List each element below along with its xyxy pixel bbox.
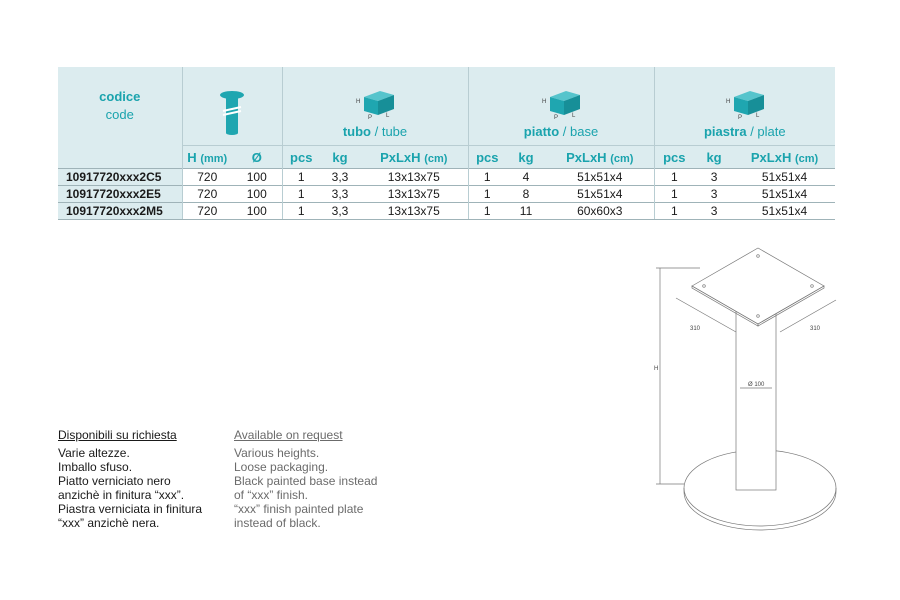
notes-english bbox=[234, 428, 404, 530]
code-header-blank bbox=[58, 146, 182, 169]
header-row-sub bbox=[58, 146, 835, 169]
cell-base-kg: 4 bbox=[506, 169, 546, 186]
col-header-diameter: Ø bbox=[232, 146, 282, 169]
code-header bbox=[58, 67, 182, 146]
base-group-title: piatto / base bbox=[523, 124, 599, 139]
header-row-top bbox=[58, 67, 835, 146]
cell-diameter: 100 bbox=[232, 203, 282, 220]
col-header-plate-kg: kg bbox=[694, 146, 734, 169]
table-base-drawing bbox=[640, 240, 840, 540]
dim-label-left: 310 bbox=[690, 326, 701, 332]
box-label-l: L bbox=[572, 113, 576, 119]
cell-tube-pcs: 1 bbox=[282, 186, 320, 203]
table-row bbox=[58, 169, 835, 186]
col-header-base-dims bbox=[546, 146, 654, 169]
cell-tube-dims: 13x13x75 bbox=[360, 203, 468, 220]
col-header-h bbox=[182, 146, 232, 169]
col-header-tube-kg: kg bbox=[320, 146, 360, 169]
box-icon bbox=[720, 85, 770, 121]
cell-tube-kg: 3,3 bbox=[320, 203, 360, 220]
col-h-unit: (mm) bbox=[200, 152, 228, 165]
cell-base-pcs: 1 bbox=[468, 203, 506, 220]
tube-group-title: tubo / tube bbox=[342, 124, 408, 139]
cell-base-kg: 11 bbox=[506, 203, 546, 220]
dim-label-diameter: Ø 100 bbox=[748, 382, 765, 388]
column-tube bbox=[736, 310, 776, 490]
notes-it-title: Disponibili su richiesta bbox=[58, 428, 177, 442]
notes-italian bbox=[58, 428, 238, 530]
plate-group-title: piastra / plate bbox=[703, 124, 786, 139]
col-header-base-pcs: pcs bbox=[468, 146, 506, 169]
tube-title-en: tube bbox=[381, 124, 408, 139]
col-dims-label: PxLxH bbox=[566, 149, 607, 165]
cell-tube-dims: 13x13x75 bbox=[360, 169, 468, 186]
cell-plate-dims: 51x51x4 bbox=[734, 186, 835, 203]
notes-en-line: Black painted base instead bbox=[234, 474, 378, 488]
notes-en-line: of “xxx” finish. bbox=[234, 488, 309, 502]
base-title-en: base bbox=[570, 124, 599, 139]
col-dims-label: PxLxH bbox=[380, 149, 421, 165]
plate-title-it: piastra bbox=[703, 124, 747, 139]
box-label-p: P bbox=[737, 115, 742, 121]
cell-base-dims: 51x51x4 bbox=[546, 186, 654, 203]
cell-plate-kg: 3 bbox=[694, 203, 734, 220]
notes-en-line: instead of black. bbox=[234, 516, 321, 530]
notes-en-line: “xxx” finish painted plate bbox=[234, 502, 364, 516]
cell-tube-kg: 3,3 bbox=[320, 186, 360, 203]
col-dims-unit: (cm) bbox=[610, 152, 634, 165]
box-label-l: L bbox=[755, 113, 760, 119]
cell-plate-kg: 3 bbox=[694, 169, 734, 186]
cell-tube-dims: 13x13x75 bbox=[360, 186, 468, 203]
cell-base-kg: 8 bbox=[506, 186, 546, 203]
cell-h: 720 bbox=[182, 203, 232, 220]
notes-en-line: Loose packaging. bbox=[234, 460, 329, 474]
box-icon bbox=[350, 85, 400, 121]
cell-code: 10917720xxx2C5 bbox=[58, 169, 182, 186]
cell-plate-pcs: 1 bbox=[654, 186, 694, 203]
cell-code: 10917720xxx2E5 bbox=[58, 186, 182, 203]
notes-en-title: Available on request bbox=[234, 428, 343, 442]
col-header-plate-pcs: pcs bbox=[654, 146, 694, 169]
box-label-l: L bbox=[386, 113, 390, 119]
tube-title-it: tubo bbox=[342, 124, 371, 139]
cell-h: 720 bbox=[182, 186, 232, 203]
col-dims-unit: (cm) bbox=[424, 152, 448, 165]
notes-it-line: Piatto verniciato nero bbox=[58, 474, 171, 488]
cell-tube-pcs: 1 bbox=[282, 169, 320, 186]
cell-plate-kg: 3 bbox=[694, 186, 734, 203]
cell-base-dims: 60x60x3 bbox=[546, 203, 654, 220]
col-header-tube-pcs: pcs bbox=[282, 146, 320, 169]
cell-code: 10917720xxx2M5 bbox=[58, 203, 182, 220]
notes-it-line: Piastra verniciata in finitura bbox=[58, 502, 203, 516]
plate-group-header bbox=[654, 67, 835, 146]
cell-plate-dims: 51x51x4 bbox=[734, 169, 835, 186]
col-header-tube-dims bbox=[360, 146, 468, 169]
cell-tube-kg: 3,3 bbox=[320, 169, 360, 186]
col-header-plate-dims bbox=[734, 146, 835, 169]
box-label-h: H bbox=[542, 99, 547, 105]
box-label-p: P bbox=[368, 115, 373, 121]
spec-table bbox=[58, 67, 835, 220]
dim-label-height: H bbox=[654, 366, 659, 372]
cell-plate-pcs: 1 bbox=[654, 169, 694, 186]
box-label-h: H bbox=[356, 99, 361, 105]
base-group-header bbox=[468, 67, 654, 146]
col-dims-label: PxLxH bbox=[750, 149, 792, 165]
col-dims-unit: (cm) bbox=[794, 152, 819, 165]
cell-h: 720 bbox=[182, 169, 232, 186]
plate-title-en: plate bbox=[757, 124, 786, 139]
spec-sheet bbox=[58, 67, 835, 220]
notes-it-line: Imballo sfuso. bbox=[58, 460, 133, 474]
cell-base-pcs: 1 bbox=[468, 186, 506, 203]
base-title-it: piatto bbox=[523, 124, 560, 139]
table-row bbox=[58, 203, 835, 220]
cell-base-dims: 51x51x4 bbox=[546, 169, 654, 186]
notes-it-line: “xxx” anzichè nera. bbox=[58, 516, 160, 530]
col-header-base-kg: kg bbox=[506, 146, 546, 169]
box-label-h: H bbox=[725, 99, 731, 105]
tube-section-icon-cell bbox=[182, 67, 282, 146]
code-header-en: code bbox=[105, 107, 134, 123]
cell-plate-dims: 51x51x4 bbox=[734, 203, 835, 220]
notes-it-line: Varie altezze. bbox=[58, 446, 130, 460]
col-h-label: H bbox=[187, 149, 197, 165]
cell-diameter: 100 bbox=[232, 186, 282, 203]
cell-base-pcs: 1 bbox=[468, 169, 506, 186]
tube-section-icon bbox=[217, 89, 247, 139]
notes-en-line: Various heights. bbox=[234, 446, 320, 460]
code-header-it: codice bbox=[99, 89, 141, 105]
table-row bbox=[58, 186, 835, 203]
cell-plate-pcs: 1 bbox=[654, 203, 694, 220]
top-plate bbox=[692, 248, 824, 324]
dim-label-right: 310 bbox=[810, 326, 821, 332]
cell-diameter: 100 bbox=[232, 169, 282, 186]
box-icon bbox=[536, 85, 586, 121]
box-label-p: P bbox=[554, 115, 559, 121]
tube-group-header bbox=[282, 67, 468, 146]
notes-it-line: anzichè in finitura “xxx”. bbox=[58, 488, 185, 502]
cell-tube-pcs: 1 bbox=[282, 203, 320, 220]
